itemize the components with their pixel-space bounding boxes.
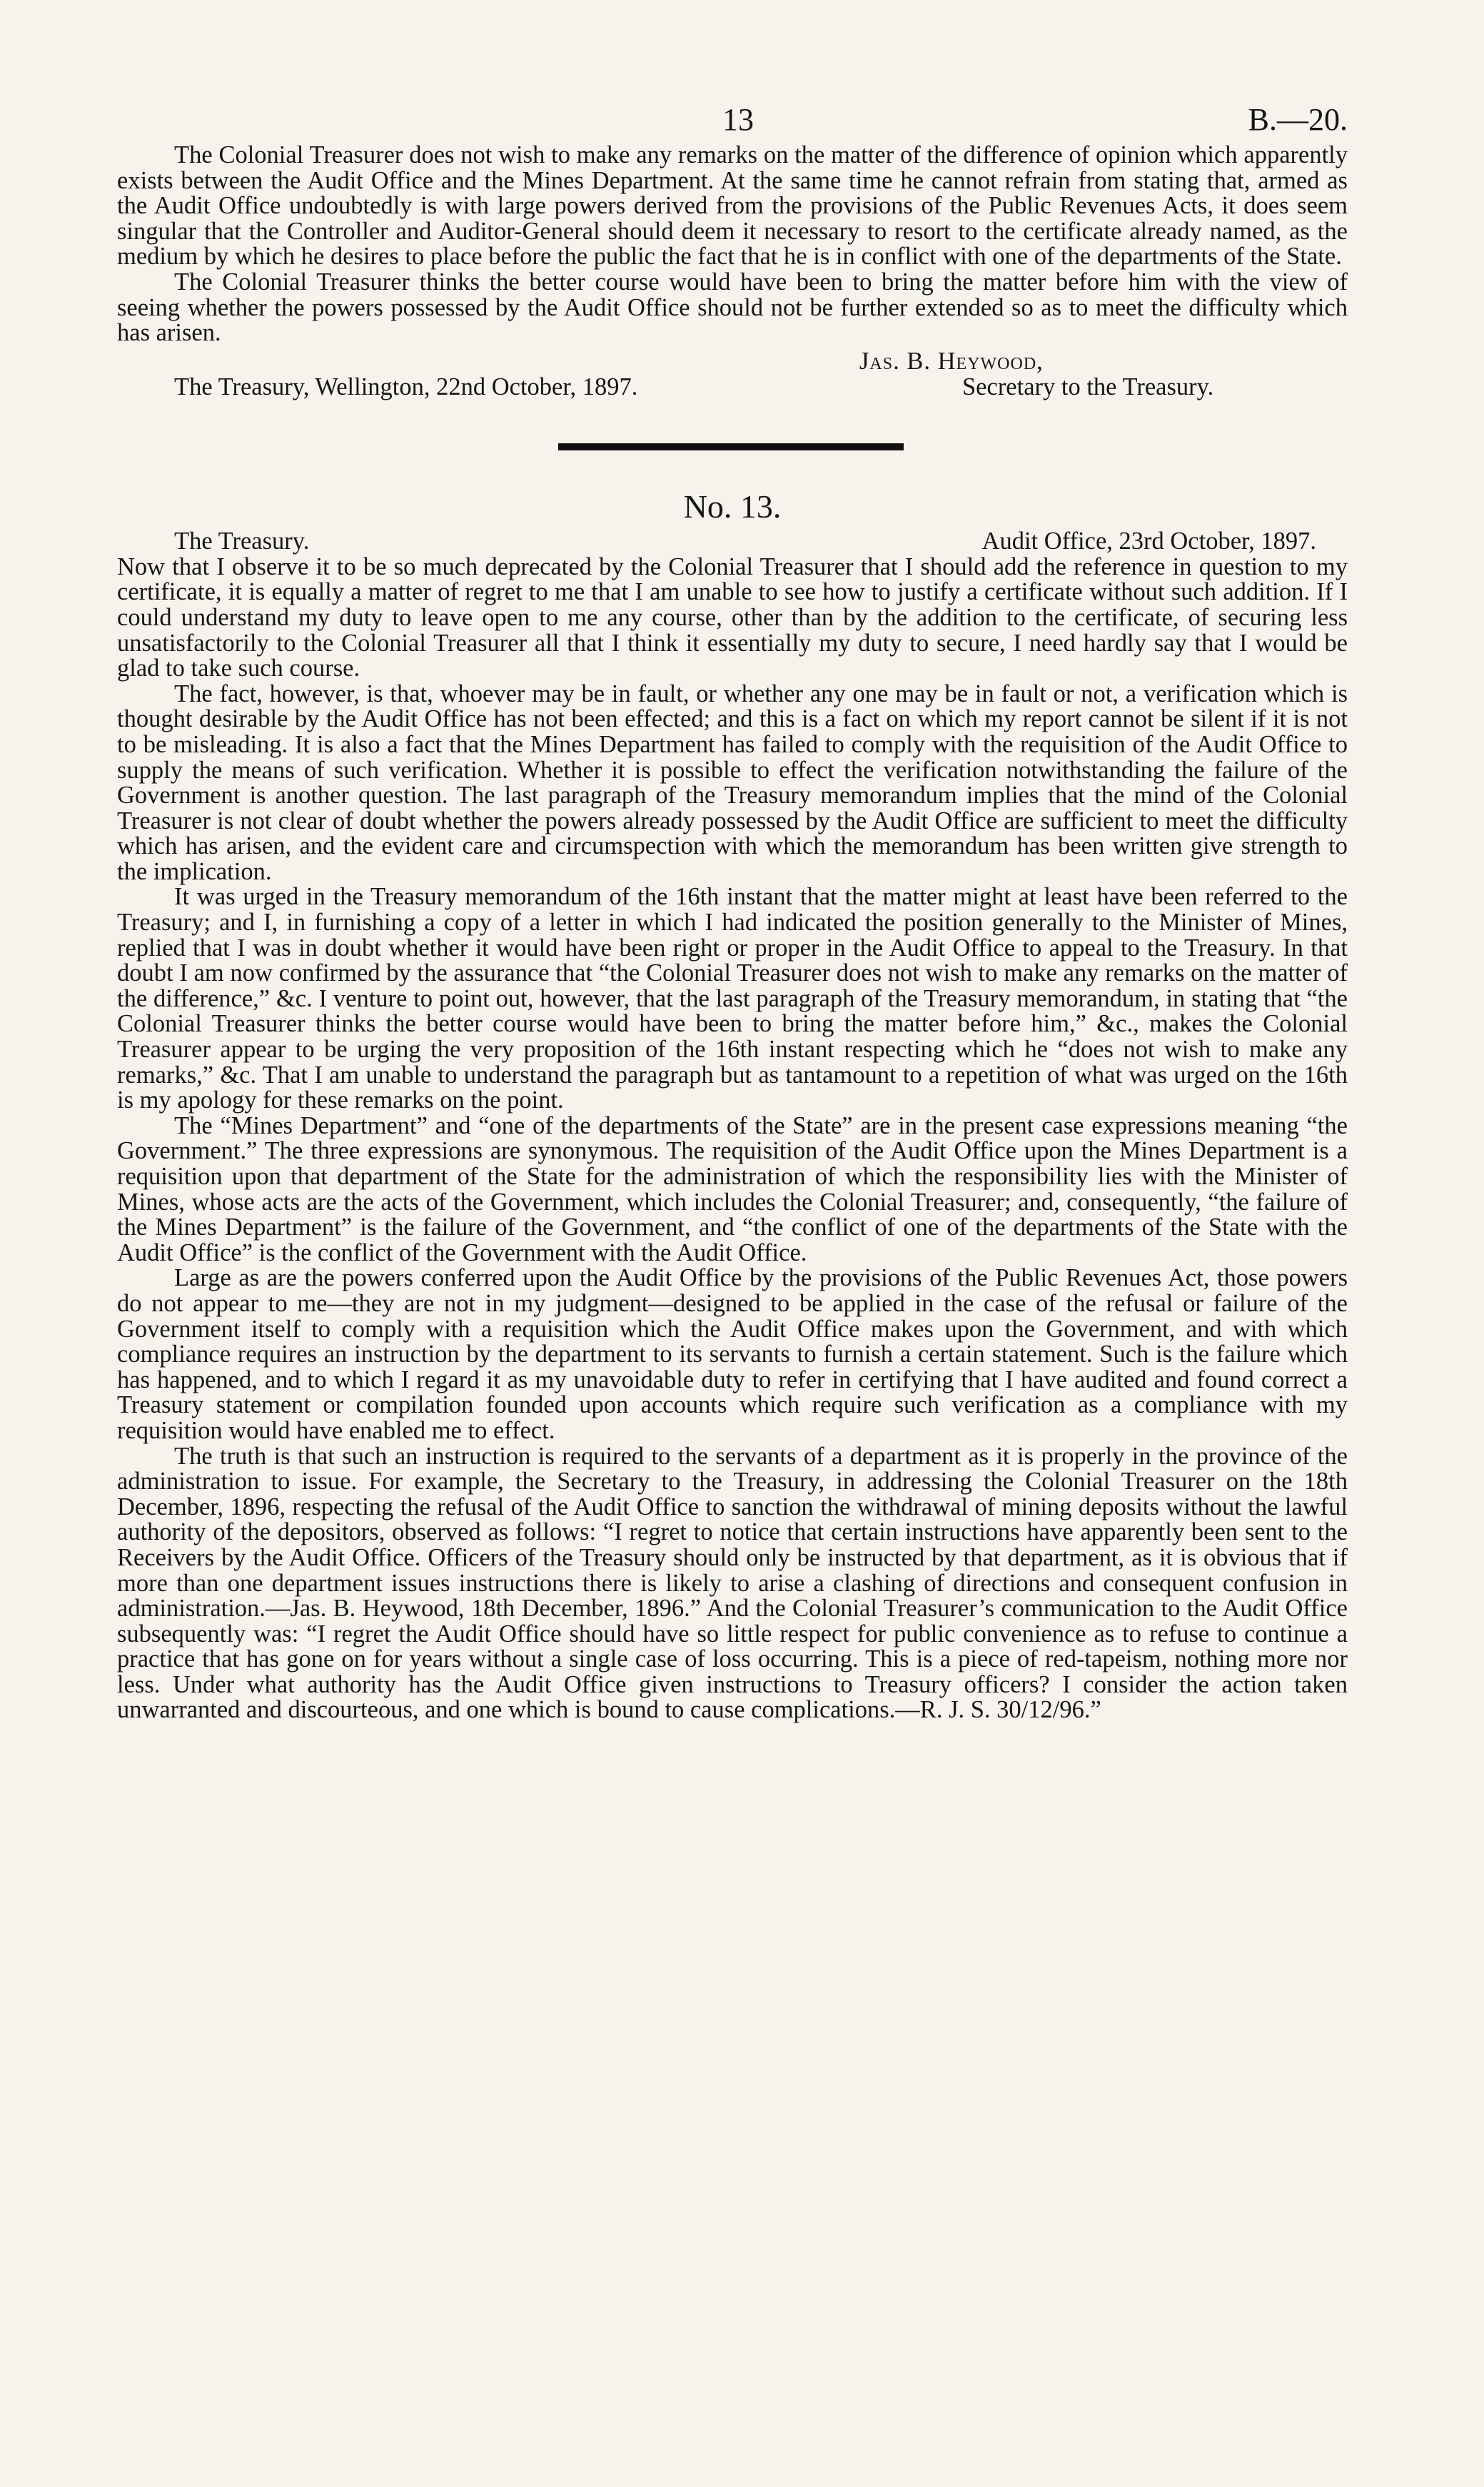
section-title: No. 13. [683,488,782,525]
section-divider [558,443,904,450]
document-page [117,86,1348,1723]
page-number: 13 [722,102,754,137]
letter-paragraph: The truth is that such an instruction is required to the servants of a department as it is properly in the province of the administration to issue. For example, the Secretary to the Treasury, in addressing the Colonial Treasurer on the 18th December, 1896, respecting the refusal of the Audit Office to sanction the withdrawal of mining deposits without the lawful authority of the depositors, observed as follows: “I regret to notice that certain instructions have apparently been sent to the Receivers by the Audit Office. Officers of the Treasury should only be instructed by that department, as it is obvious that if more than one department issues instructions there is likely to arise a clashing of directions and consequent confusion in administration.—Jas. B. Heywood, 18th December, 1896.” And the Colonial Treasurer’s communication to the Audit Office subsequently was: “I regret the Audit Office should have so little respect for public convenience as to refuse to continue a practice that has gone on for years without a single case of loss occurring. This is a piece of red-tapeism, nothing more nor less. Under what authority has the Audit Office given instructions to Treasury officers? I consider the action taken unwarranted and discourteous, and one which is bound to cause complications.—R. J. S. 30/12/96.” [117,1442,1348,1724]
memo-paragraph: The Colonial Treasurer does not wish to make any remarks on the matter of the difference of opinion which apparently exists between the Audit Office and the Mines Department. At the same time he cannot refrain from stating that, armed as the Audit Office undoubtedly is with large powers derived from the provisions of the Public Revenues Acts, it does seem singular that the Controller and Auditor-General should deem it necessary to resort to the certificate already named, as the medium by which he desires to place before the public the fact that he is in conflict with one of the departments of the State. [117,141,1348,271]
treasury-memorandum [117,143,1348,398]
signature-name: Jas. B. Heywood, [859,347,1044,375]
letter-body [117,555,1348,1723]
document-reference: B.—20. [1248,102,1348,137]
sender-date: Audit Office, 23rd October, 1897. [981,527,1316,555]
letter-address-line [117,528,1348,555]
letter-paragraph: It was urged in the Treasury memorandum of the 16th instant that the matter might at least have been referred to the Treasury; and I, in furnishing a copy of a letter in which I had indicated the position generally to the Minister of Mines, replied that I was in doubt whether it would have been right or proper in the Audit Office to appeal to the Treasury. In that doubt I am now confirmed by the assurance that “the Colonial Treasurer does not wish to make any remarks on the matter of the difference,” &c. I venture to point out, however, that the last paragraph of the Treasury memorandum, in stating that “the Colonial Treasurer thinks the better course would have been to bring the matter before him,” &c., makes the Colonial Treasurer appear to be urging the very proposition of the 16th instant respecting which he “does not wish to make any remarks,” &c. That I am unable to understand the paragraph but as tantamount to a repetition of what was urged on the 16th is my apology for these remarks on the point. [117,883,1348,1114]
place-date: The Treasury, Wellington, 22nd October, 1897. [174,373,638,400]
addressee: The Treasury. [174,527,310,555]
letter-paragraph: Now that I observe it to be so much deprecated by the Colonial Treasurer that I should add the reference in question to my certificate, it is equally a matter of regret to me that I am unable to see how to justify a certificate without such addition. If I could understand my duty to leave open to me any course, other than by the addition to the certificate, of securing less unsatisfactorily to the Colonial Treasurer all that I think it essentially my duty to secure, I need hardly say that I would be glad to take such course. [117,553,1348,682]
letter-paragraph: The “Mines Department” and “one of the departments of the State” are in the present case expressions meaning “the Government.” The three expressions are synonymous. The requisition of the Audit Office upon the Mines Department is a requisition upon that department of the State for the administration of which the responsibility lies with the Minister of Mines, whose acts are the acts of the Government, which includes the Colonial Treasurer; and, consequently, “the failure of the Mines Department” is the failure of the Government, and “the conflict of one of the departments of the State with the Audit Office” is the conflict of the Government with the Audit Office. [117,1111,1348,1266]
letter-paragraph: The fact, however, is that, whoever may be in fault, or whether any one may be in fault or not, a verification which is thought desirable by the Audit Office has not been effected; and this is a fact on which my report cannot be silent if it is not to be misleading. It is also a fact that the Mines Department has failed to comply with the requisition of the Audit Office to supply the means of such verification. Whether it is possible to effect the verification notwithstanding the failure of the Government is another question. The last paragraph of the Treasury memorandum implies that the mind of the Colonial Treasurer is not clear of doubt whether the powers already possessed by the Audit Office are sufficient to meet the difficulty which has arisen, and the evident care and circumspection with which the memorandum has been written give strength to the implication. [117,680,1348,885]
memo-signature-block [117,346,1348,398]
letter-paragraph: Large as are the powers conferred upon the Audit Office by the provisions of the Public Revenues Act, those powers do not appear to me—they are not in my judgment—designed to be applied in the case of the refusal or failure of the Government itself to comply with a requisition which the Audit Office makes upon the Government, and with which compliance requires an instruction by the department to its servants to furnish a certain statement. Such is the failure which has happened, and to which I regard it as my unavoidable duty to refer in certifying that I have audited and found correct a Treasury statement or compilation founded upon accounts which require such verification as a compliance with my requisition would have enabled me to effect. [117,1264,1348,1444]
signature-title: Secretary to the Treasury. [962,373,1214,400]
memo-paragraph: The Colonial Treasurer thinks the better course would have been to bring the matter before him with the view of seeing whether the powers possessed by the Audit Office should not be further extended so as to meet the difficulty which has arisen. [117,268,1348,347]
page-header [117,86,1348,143]
